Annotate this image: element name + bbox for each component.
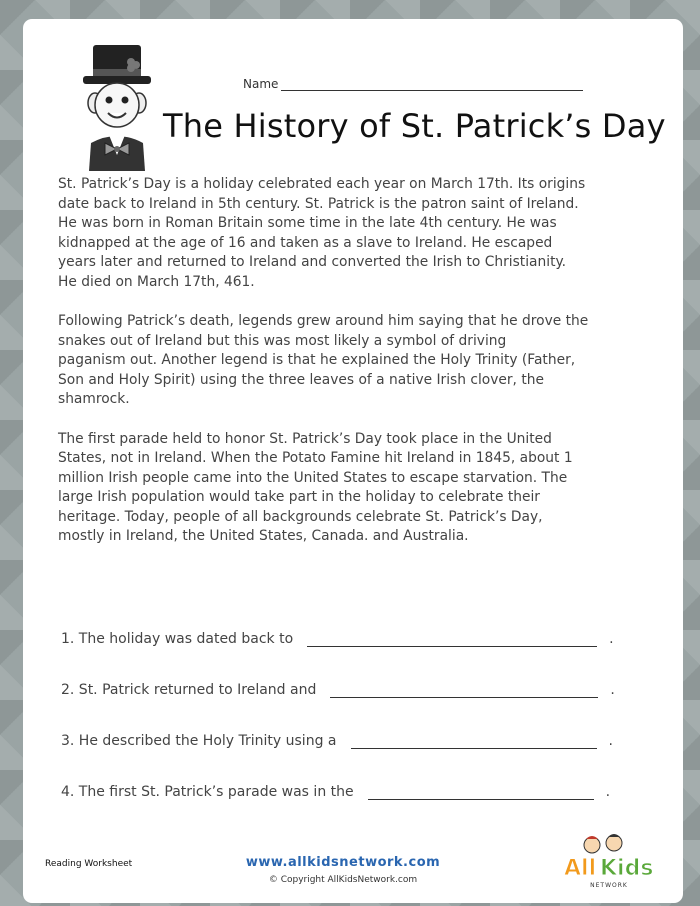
worksheet-page (28, 24, 678, 898)
question-text: 2. St. Patrick returned to Ireland and (61, 682, 317, 698)
name-label: Name (243, 77, 279, 91)
paragraph-2: Following Patrick’s death, legends grew around him saying that he drove the snakes out of Ireland but this was most likely a symbol of driving paganism out. Another legend is that he explained the Holy Trinity (Father, Son and Holy Spirit) using the three leaves of a native Irish clover, the shamrock. (58, 313, 589, 407)
name-line[interactable] (281, 77, 583, 91)
answer-blank[interactable] (330, 683, 598, 698)
question-1 (61, 627, 641, 647)
question-4 (61, 780, 641, 800)
website-link[interactable]: www.allkidsnetwork.com (245, 855, 441, 870)
question-end: . (610, 682, 615, 698)
question-2 (61, 678, 641, 698)
logo-all-text: All (564, 856, 597, 881)
leprechaun-boy-icon (69, 43, 165, 171)
question-text: 4. The first St. Patrick’s parade was in the (61, 784, 354, 800)
answer-blank[interactable] (368, 785, 594, 800)
allkids-network-logo (554, 833, 664, 891)
logo-network-text: NETWORK (590, 882, 628, 889)
question-end: . (609, 631, 614, 647)
questions-list (61, 627, 641, 831)
question-text: 1. The holiday was dated back to (61, 631, 294, 647)
question-text: 3. He described the Holy Trinity using a (61, 733, 337, 749)
worksheet-type-label: Reading Worksheet (45, 859, 133, 869)
answer-blank[interactable] (351, 734, 597, 749)
question-end: . (608, 733, 613, 749)
question-3 (61, 729, 641, 749)
reading-passage (58, 175, 648, 567)
name-field[interactable] (243, 73, 583, 91)
question-end: . (605, 784, 611, 800)
copyright-text: © Copyright AllKidsNetwork.com (268, 875, 418, 885)
answer-blank[interactable] (307, 632, 597, 647)
page-title: The History of St. Patrick’s Day (163, 107, 666, 145)
logo-kids-text: Kids (600, 856, 654, 881)
paragraph-1: St. Patrick’s Day is a holiday celebrated each year on March 17th. Its origins date back to Ireland in 5th century. St. Patrick is the patron saint of Ireland. He was born in Roman Britain some time in the late 4th century. He was kidnapped at the age of 16 and taken as a slave to Ireland. He escaped years later and returned to Ireland and converted the Irish to Christianity. He died on March 17th, 461. (58, 176, 586, 290)
paragraph-3: The first parade held to honor St. Patrick’s Day took place in the United States, not in Ireland. When the Potato Famine hit Ireland in 1845, about 1 million Irish people came into the United States to escape starvation. The large Irish population would take part in the holiday to celebrate their heritage. Today, people of all backgrounds celebrate St. Patrick’s Day, mostly in Ireland, the United States, Canada. and Australia. (58, 430, 573, 544)
